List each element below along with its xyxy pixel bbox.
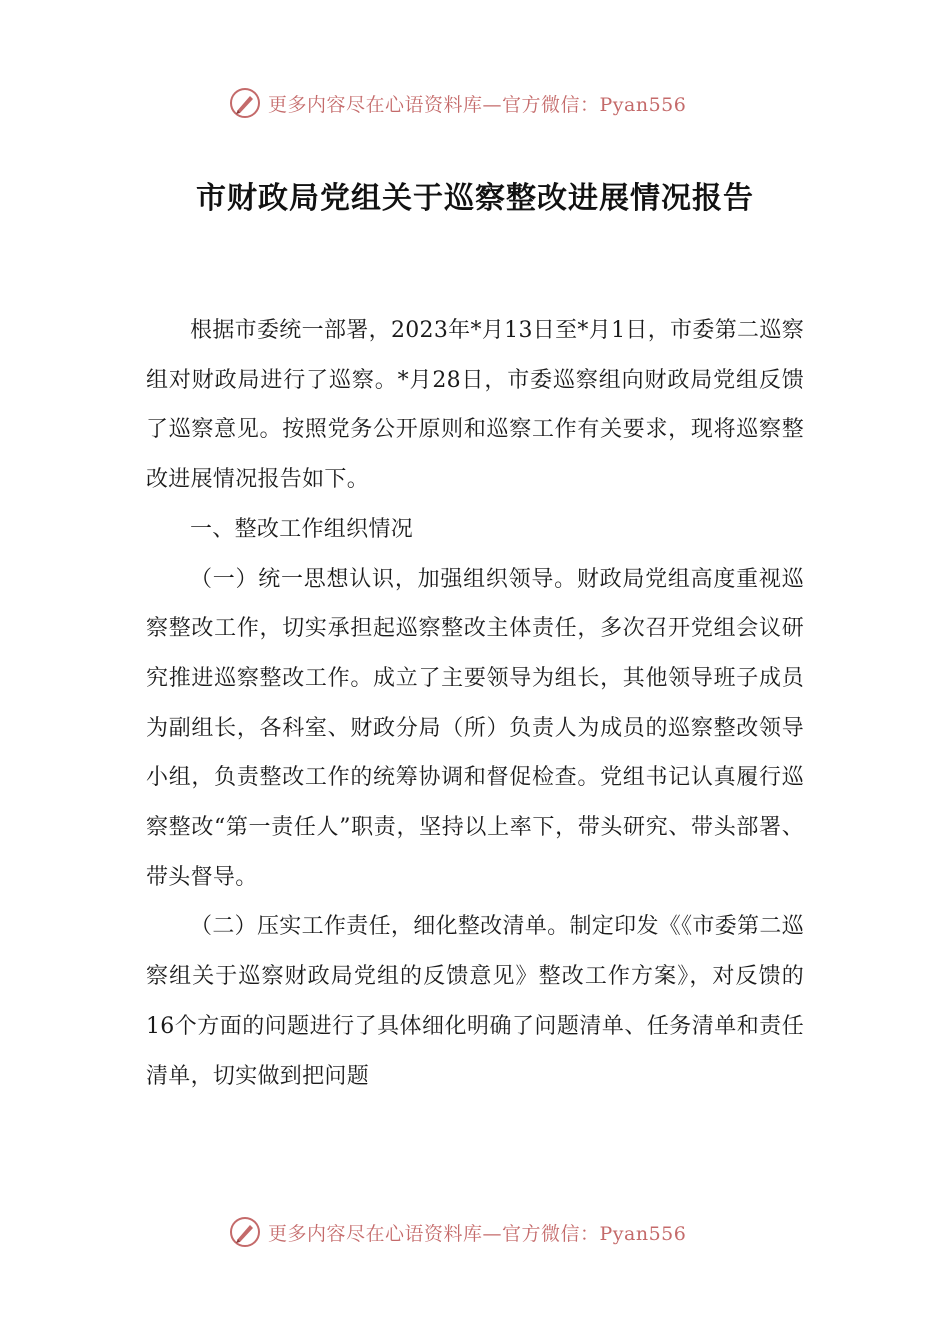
paragraph-intro: 根据市委统一部署，2023年*月13日至*月1日，市委第二巡察组对财政局进行了巡察。*月28日，市委巡察组向财政局党组反馈了巡察意见。按照党务公开原则和巡察工作有关要求，现将巡察整改进展情况报告如下。 bbox=[146, 318, 804, 493]
document-title: 市财政局党组关于巡察整改进展情况报告 bbox=[196, 181, 754, 216]
pen-seal-icon bbox=[228, 86, 262, 120]
paragraph-responsibility: （二）压实工作责任，细化整改清单。制定印发《《市委第二巡察组关于巡察财政局党组的反馈意见》整改工作方案》，对反馈的16个方面的问题进行了具体细化明确了问题清单、任务清单和责任清单，切实做到把问题 bbox=[146, 914, 804, 1089]
paragraph-organization: （一）统一思想认识，加强组织领导。财政局党组高度重视巡察整改工作，切实承担起巡察整改主体责任，多次召开党组会议研究推进巡察整改工作。成立了主要领导为组长，其他领导班子成员为副组长，各科室、财政分局（所）负责人为成员的巡察整改领导小组，负责整改工作的统筹协调和督促检查。党组书记认真履行巡察整改“第一责任人”职责，坚持以上率下，带头研究、带头部署、带头督导。 bbox=[146, 566, 804, 890]
watermark-text: 更多内容尽在心语资料库—官方微信：Pyan556 bbox=[268, 1222, 687, 1245]
pen-seal-icon bbox=[228, 1215, 262, 1249]
watermark-footer bbox=[228, 1212, 748, 1252]
section-heading: 一、整改工作组织情况 bbox=[190, 516, 414, 542]
watermark-text: 更多内容尽在心语资料库—官方微信：Pyan556 bbox=[268, 93, 687, 116]
document-body bbox=[146, 306, 804, 1101]
watermark-header bbox=[228, 83, 748, 123]
